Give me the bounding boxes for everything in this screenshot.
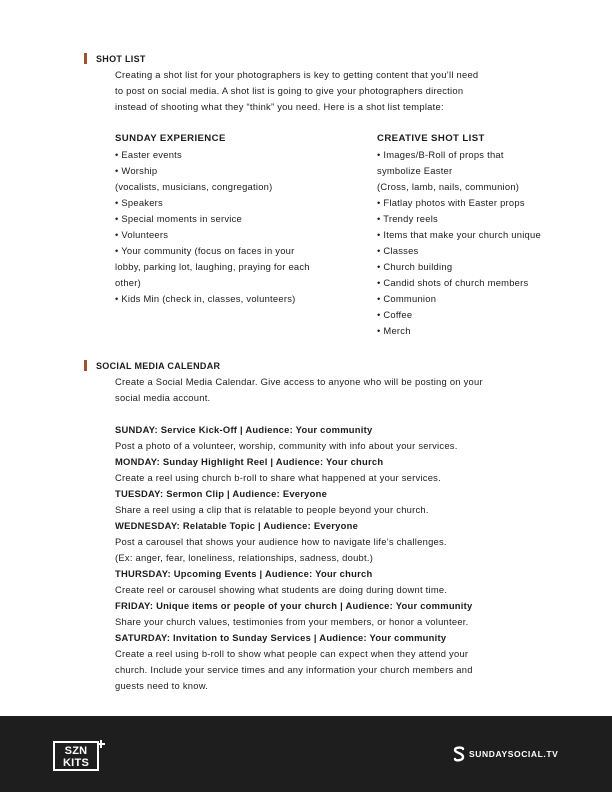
list-item: • Your community (focus on faces in your [115,245,295,256]
section-marker [84,53,87,64]
svg-text:KITS: KITS [62,757,90,769]
intro-line: social media account. [115,392,211,403]
list-item: • Candid shots of church members [377,277,529,288]
list-item: • Trendy reels [377,213,438,224]
day-heading: SUNDAY: Service Kick-Off | Audience: Your community [115,424,373,435]
social-calendar-intro [115,374,483,406]
day-heading: THURSDAY: Upcoming Events | Audience: Your church [115,568,373,579]
day-description: Share a reel using a clip that is relatable to people beyond your church. [115,504,429,515]
day-description: (Ex: anger, fear, loneliness, relationships, sadness, doubt.) [115,552,374,563]
calendar-days [115,422,473,694]
column-title: CREATIVE SHOT LIST [377,133,485,144]
shot-list-heading [84,53,146,64]
list-item: • Coffee [377,309,413,320]
day-description: church. Include your service times and any information your church members and [115,664,473,675]
list-item: (Cross, lamb, nails, communion) [377,181,520,192]
list-item: • Images/B-Roll of props that [377,149,504,160]
list-item: • Worship [115,165,158,176]
section-title: SOCIAL MEDIA CALENDAR [96,360,221,371]
list-item: • Kids Min (check in, classes, volunteers) [115,293,296,304]
day-description: guests need to know. [115,680,209,691]
intro-line: Create a Social Media Calendar. Give access to anyone who will be posting on your [115,376,483,387]
list-item: • Items that make your church unique [377,229,541,240]
list-item: • Classes [377,245,419,256]
list-item: lobby, parking lot, laughing, praying for each [115,261,310,272]
sunday-social-logo-icon [453,746,465,762]
list-item: • Communion [377,293,437,304]
day-description: Create reel or carousel showing what students are doing during downt time. [115,584,448,595]
shot-list-intro [115,67,478,115]
list-item: (vocalists, musicians, congregation) [115,181,273,192]
day-description: Create a reel using church b-roll to share what happened at your services. [115,472,441,483]
social-calendar-heading [84,360,220,371]
list-item: other) [115,277,141,288]
creative-shot-list-column [377,131,541,339]
list-item: symbolize Easter [377,165,453,176]
day-heading: TUESDAY: Sermon Clip | Audience: Everyone [115,488,328,499]
day-description: Post a photo of a volunteer, worship, community with info about your services. [115,440,458,451]
list-item: • Speakers [115,197,163,208]
section-title: SHOT LIST [96,53,146,64]
day-heading: FRIDAY: Unique items or people of your church | Audience: Your community [115,600,473,611]
list-item: • Volunteers [115,229,169,240]
day-description: Post a carousel that shows your audience how to navigate life’s challenges. [115,536,447,547]
site-url: SUNDAYSOCIAL.TV [469,749,559,759]
szn-kits-logo [52,738,106,772]
footer-bar [0,716,612,792]
list-item: • Church building [377,261,453,272]
sunday-social-brand [453,746,558,762]
list-item: • Flatlay photos with Easter props [377,197,525,208]
sunday-experience-column [115,131,310,307]
list-item: • Easter events [115,149,182,160]
day-heading: SATURDAY: Invitation to Sunday Services | Audience: Your community [115,632,447,643]
intro-line: to post on social media. A shot list is going to give your photographers direction [115,85,464,96]
day-description: Share your church values, testimonies from your members, or honor a volunteer. [115,616,469,627]
day-description: Create a reel using b-roll to show what people can expect when they attend your [115,648,469,659]
intro-line: instead of shooting what they “think” you need. Here is a shot list template: [115,101,444,112]
list-item: • Merch [377,325,411,336]
column-title: SUNDAY EXPERIENCE [115,133,226,144]
svg-text:SZN: SZN [64,745,88,757]
section-marker [84,360,87,371]
intro-line: Creating a shot list for your photographers is key to getting content that you’ll need [115,69,479,80]
day-heading: WEDNESDAY: Relatable Topic | Audience: Everyone [115,520,359,531]
list-item: • Special moments in service [115,213,242,224]
day-heading: MONDAY: Sunday Highlight Reel | Audience: Your church [115,456,384,467]
